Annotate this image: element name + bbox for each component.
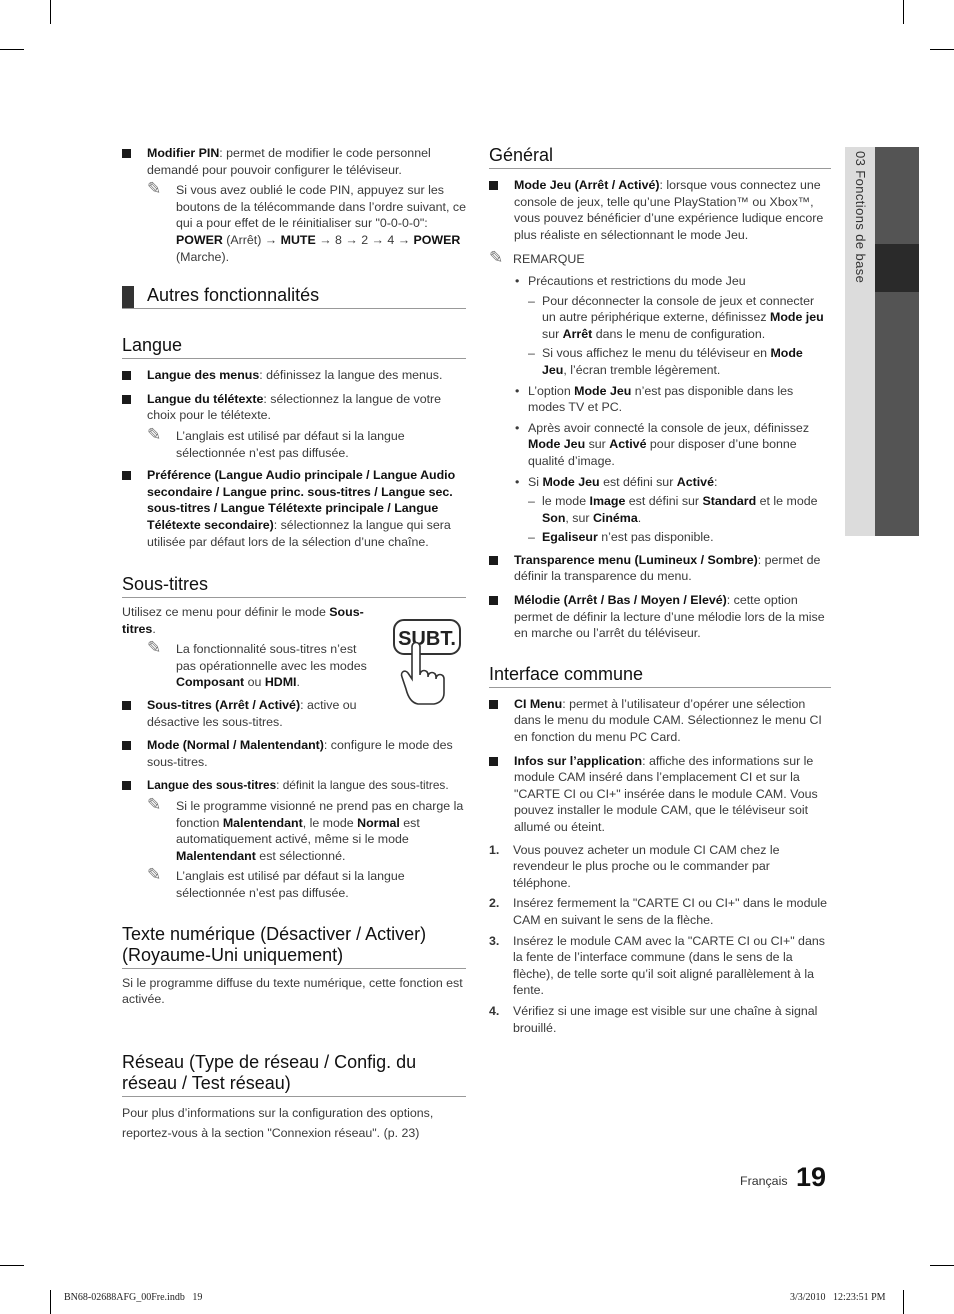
- footer-language: Français: [740, 1174, 788, 1188]
- bullet-square-icon: [122, 149, 131, 158]
- section-title: Texte numérique (Désactiver / Activer) (Royaume-Uni uniquement): [122, 924, 466, 969]
- list-item: • L’option Mode Jeu n’est pas disponible dans les modes TV et PC.: [515, 383, 794, 415]
- list-item: Sous-titres (Arrêt / Activé): active ou désactive les sous-titres.: [122, 697, 372, 730]
- pencil-note-icon: ✎: [147, 179, 162, 199]
- crop-mark: [903, 1290, 904, 1314]
- section-title: Réseau (Type de réseau / Config. du réseau / Test réseau): [122, 1052, 466, 1097]
- note: ✎ Si le programme visionné ne prend pas en charge la fonction Malentendant, le mode Normal est automatiquement activé, même si le mode Malentendant est sélectionné.: [147, 795, 464, 863]
- crop-mark: [930, 49, 954, 50]
- list-item: Mélodie (Arrêt / Bas / Moyen / Elevé): cette option permet de définir la lecture d’une mélodie lors de la mise en marche ou l’arrêt du téléviseur.: [489, 592, 831, 642]
- chapter-tab-dark: [875, 147, 919, 536]
- section-title: Sous-titres: [122, 574, 466, 598]
- step-item: 2. Insérez fermement la "CARTE CI ou CI+" dans le module CAM en suivant le sens de la flèche.: [489, 896, 827, 927]
- list-item: CI Menu: permet à l’utilisateur d’opérer une sélection dans le menu du module CAM. Sélectionnez le menu CI en fonction du menu PC Card.: [489, 696, 831, 746]
- pencil-note-icon: ✎: [489, 248, 504, 268]
- bullet-square-icon: [122, 741, 131, 750]
- note: ✎ Si vous avez oublié le code PIN, appuyez sur les boutons de la télécommande dans l’ordre suivant, ce qui a pour effet de le réinitialiser sur "0-0-0-0": POWER (Arrêt) → MUTE → 8 → 2 → 4 → POWER (Marche).: [147, 179, 466, 264]
- list-item: Infos sur l’application: affiche des informations sur le module CAM inséré dans l’emplacement CI et sur la "CARTE CI ou CI+" insérée dans le module CAM. Vous pouvez installer le module CAM, que le téléviseur soit allumé ou éteint.: [489, 753, 831, 836]
- paragraph: Utilisez ce menu pour définir le mode Sous-titres.: [122, 605, 364, 636]
- footer-file: BN68-02688AFG_00Fre.indb 19: [64, 1292, 203, 1303]
- paragraph: Si le programme diffuse du texte numérique, cette fonction est activée.: [122, 975, 463, 1007]
- note: ✎ La fonctionnalité sous-titres n’est pas opérationnelle avec les modes Composant ou HDMI.: [147, 638, 367, 690]
- crop-mark: [930, 1265, 954, 1266]
- section-title: Langue: [122, 335, 466, 359]
- crop-mark: [50, 0, 51, 24]
- pencil-note-icon: ✎: [147, 795, 162, 815]
- chapter-tab-marker: [875, 244, 919, 292]
- crop-mark: [0, 49, 24, 50]
- note: ✎ L’anglais est utilisé par défaut si la langue sélectionnée n’est pas diffusée.: [147, 424, 405, 460]
- list-item: – le mode Image est défini sur Standard et le mode Son, sur Cinéma.: [528, 494, 818, 525]
- section-title: Interface commune: [489, 664, 831, 688]
- pencil-note-icon: ✎: [147, 865, 162, 885]
- crop-mark: [903, 0, 904, 24]
- section-title: Général: [489, 145, 831, 169]
- list-item: Mode Jeu (Arrêt / Activé): lorsque vous connectez une console de jeux, telle qu’une PlayStation™ ou Xbox™, vous pouvez bénéficier d’une expérience ludique encore plus réaliste en sélectionnant le mode Jeu.: [489, 177, 831, 243]
- list-item: • Si Mode Jeu est défini sur Activé:: [515, 474, 718, 489]
- chapter-tab: [845, 147, 919, 536]
- list-item: • Après avoir connecté la console de jeux, définissez Mode Jeu sur Activé pour disposer d’une bonne qualité d’image.: [515, 420, 810, 468]
- list-item: – Pour déconnecter la console de jeux et connecter un autre périphérique externe, définissez Mode jeu sur Arrêt dans le menu de configuration.: [528, 293, 824, 341]
- list-item: Modifier PIN: permet de modifier le code personnel demandé pour pouvoir configurer le téléviseur.: [122, 145, 466, 178]
- bullet-square-icon: [122, 471, 131, 480]
- pencil-note-icon: ✎: [147, 638, 162, 658]
- page-number: 19: [796, 1162, 827, 1192]
- section-title: Autres fonctionnalités: [122, 285, 466, 309]
- bullet-square-icon: [489, 596, 498, 605]
- crop-mark: [0, 1265, 24, 1266]
- bullet-square-icon: [122, 781, 131, 790]
- bullet-square-icon: [489, 556, 498, 565]
- step-item: 3. Insérez le module CAM avec la "CARTE CI ou CI+" dans la fente de l’interface commune (dans le sens de la flèche), de telle sorte qu’il soit aligné parallèlement à la fente.: [489, 933, 825, 998]
- list-item: – Egaliseur n’est pas disponible.: [528, 530, 714, 545]
- bullet-square-icon: [122, 371, 131, 380]
- footer-date: 3/3/2010 12:23:51 PM: [790, 1292, 886, 1303]
- bullet-square-icon: [489, 181, 498, 190]
- list-item: Préférence (Langue Audio principale / Langue Audio secondaire / Langue princ. sous-titres / Langue sec. sous-titres / Langue Télétexte principale / Langue Télétexte secondaire): sélectionnez la langue qui sera utilisée par défaut lors de la sélection d’une chaîne.: [122, 467, 466, 550]
- subt-label: SUBT.: [398, 628, 456, 650]
- bullet-square-icon: [122, 701, 131, 710]
- list-item: Langue du télétexte: sélectionnez la langue de votre choix pour le télétexte.: [122, 391, 466, 424]
- right-column: [489, 145, 831, 1036]
- list-item: Langue des sous-titres: définit la langue des sous-titres.: [122, 777, 466, 794]
- bullet-square-icon: [489, 757, 498, 766]
- step-item: 4. Vérifiez si une image est visible sur une chaîne à signal brouillé.: [489, 1003, 818, 1035]
- paragraph: Pour plus d’informations sur la configuration des options, reportez-vous à la section "Connexion réseau". (p. 23): [122, 1105, 434, 1140]
- subt-button-hand-icon: [390, 617, 464, 705]
- bullet-square-icon: [122, 395, 131, 404]
- note: ✎ L’anglais est utilisé par défaut si la langue sélectionnée n’est pas diffusée.: [147, 865, 405, 900]
- list-item: • Précautions et restrictions du mode Jeu: [515, 273, 746, 288]
- list-item: Langue des menus: définissez la langue des menus.: [122, 367, 466, 384]
- list-item: – Si vous affichez le menu du téléviseur en Mode Jeu, l’écran tremble légèrement.: [528, 346, 803, 377]
- note: ✎ REMARQUE: [489, 248, 585, 268]
- list-item: Transparence menu (Lumineux / Sombre): permet de définir la transparence du menu.: [489, 552, 831, 585]
- pencil-note-icon: ✎: [147, 424, 162, 444]
- crop-mark: [50, 1290, 51, 1314]
- step-item: 1. Vous pouvez acheter un module CI CAM chez le revendeur le plus proche ou le commander par téléphone.: [489, 842, 780, 890]
- bullet-square-icon: [489, 700, 498, 709]
- list-item: Mode (Normal / Malentendant): configure le mode des sous-titres.: [122, 737, 466, 770]
- chapter-label: 03 Fonctions de base: [853, 151, 868, 284]
